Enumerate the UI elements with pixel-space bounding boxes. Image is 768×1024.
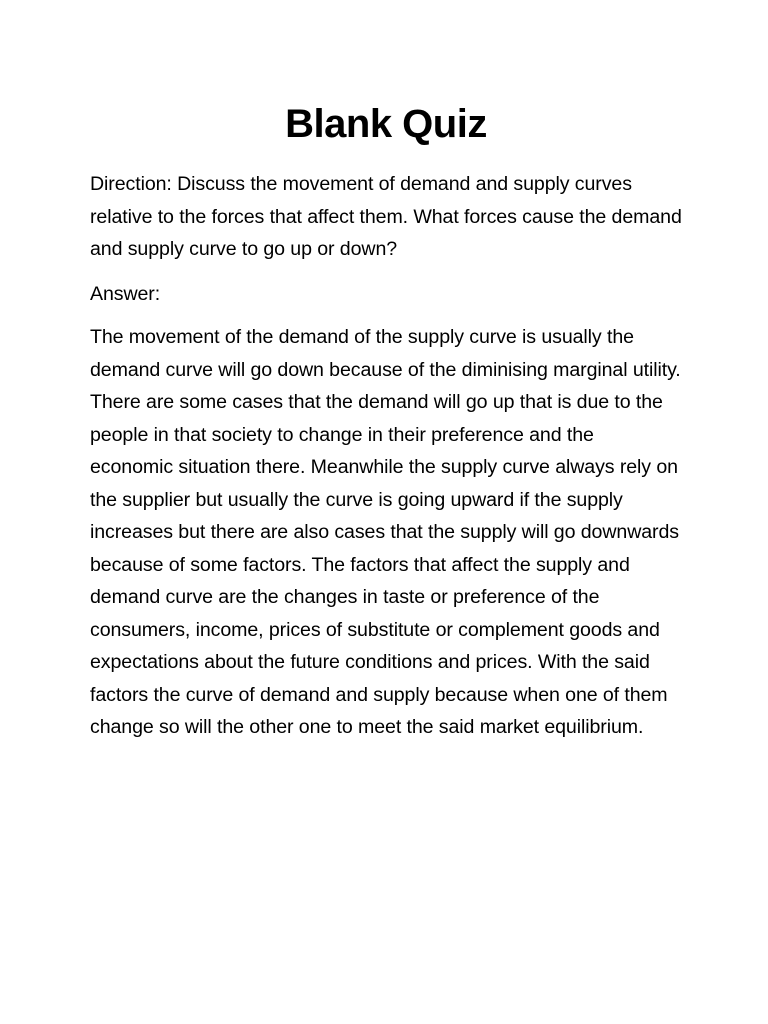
direction-paragraph: Direction: Discuss the movement of demand and supply curves relative to the forces that affect them. What forces cause the demand and supply curve to go up or down? [90, 173, 682, 260]
page-title: Blank Quiz [285, 102, 487, 146]
answer-label: Answer: [90, 282, 161, 305]
document-page [90, 96, 682, 756]
answer-paragraph: The movement of the demand of the supply curve is usually the demand curve will go down because of the diminising marginal utility. There are some cases that the demand will go up that is due to the people in that society to change in their preference and the economic situation there. Meanwhile the supply curve always rely on the supplier but usually the curve is going upward if the supply increases but there are also cases that the supply will go downwards because of some factors. The factors that affect the supply and demand curve are the changes in taste or preference of the consumers, income, prices of substitute or complement goods and expectations about the future conditions and prices. With the said factors the curve of demand and supply because when one of them change so will the other one to meet the said market equilibrium. [90, 326, 681, 738]
